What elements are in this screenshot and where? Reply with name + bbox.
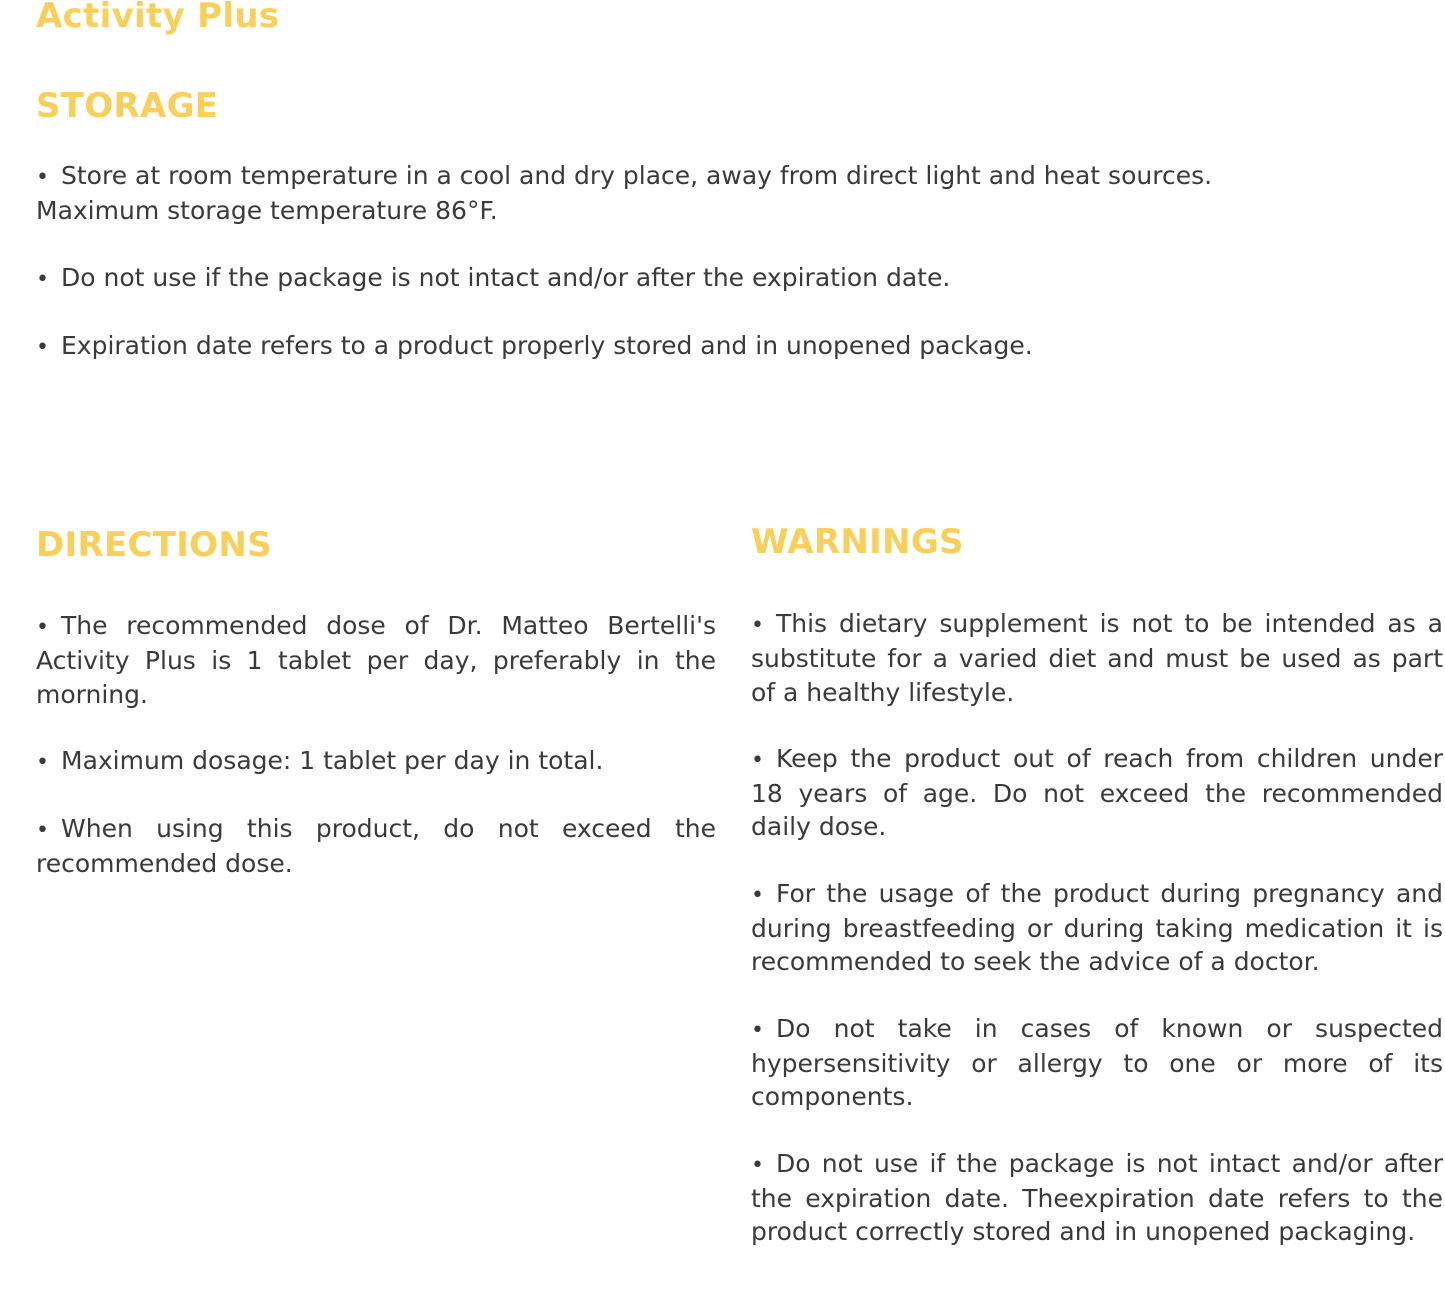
directions-item-text: Maximum dosage: 1 tablet per day in total.	[61, 745, 604, 775]
storage-list	[36, 159, 1256, 364]
list-item	[36, 609, 716, 711]
list-item	[36, 812, 716, 881]
bullet-icon: •	[36, 266, 49, 292]
bullet-icon: •	[36, 818, 49, 844]
list-item	[751, 1012, 1443, 1114]
list-item	[751, 742, 1443, 844]
warnings-item-text: For the usage of the product during pregnancy and during breastfeeding or during taking medication it is recommended to seek the advice of a doctor.	[751, 878, 1443, 977]
warnings-item-text: This dietary supplement is not to be intended as a substitute for a varied diet and must be used as part of a healthy lifestyle.	[751, 609, 1443, 707]
bullet-icon: •	[751, 1017, 764, 1043]
warnings-list	[751, 607, 1443, 1248]
directions-item-text: The recommended dose of Dr. Matteo Bertelli's Activity Plus is 1 tablet per day, preferably in the morning.	[36, 611, 716, 709]
list-item	[36, 329, 1256, 364]
bullet-icon: •	[36, 334, 49, 360]
directions-heading: DIRECTIONS	[36, 525, 272, 565]
list-item	[36, 744, 716, 779]
list-item	[751, 877, 1443, 979]
warnings-item-text: Keep the product out of reach from children under 18 years of age. Do not exceed the recommended daily dose.	[751, 743, 1443, 842]
bullet-icon: •	[36, 615, 49, 640]
page-title: Activity Plus	[36, 0, 280, 36]
warnings-heading: WARNINGS	[751, 522, 964, 562]
warnings-item-text: Do not take in cases of known or suspected hypersensitivity or allergy to one or more of its components.	[751, 1013, 1443, 1112]
storage-item-text: Do not use if the package is not intact and/or after the expiration date.	[61, 262, 951, 292]
list-item	[36, 261, 1256, 296]
bullet-icon: •	[36, 165, 49, 190]
list-item	[36, 159, 1256, 228]
storage-item-text: Store at room temperature in a cool and dry place, away from direct light and heat sources. Maximum storage temperature 86°F.	[36, 161, 1213, 226]
storage-heading: STORAGE	[36, 86, 219, 126]
list-item	[751, 607, 1443, 709]
directions-item-text: When using this product, do not exceed the recommended dose.	[36, 814, 716, 879]
list-item	[751, 1147, 1443, 1249]
storage-item-text: Expiration date refers to a product properly stored and in unopened package.	[61, 330, 1033, 360]
directions-list	[36, 609, 716, 881]
bullet-icon: •	[751, 1152, 764, 1178]
bullet-icon: •	[751, 882, 764, 908]
bullet-icon: •	[36, 749, 49, 775]
warnings-item-text: Do not use if the package is not intact and/or after the expiration date. Theexpiration date refers to the product correctly stored and in unopened packaging.	[751, 1148, 1443, 1247]
bullet-icon: •	[751, 613, 764, 638]
bullet-icon: •	[751, 747, 764, 773]
